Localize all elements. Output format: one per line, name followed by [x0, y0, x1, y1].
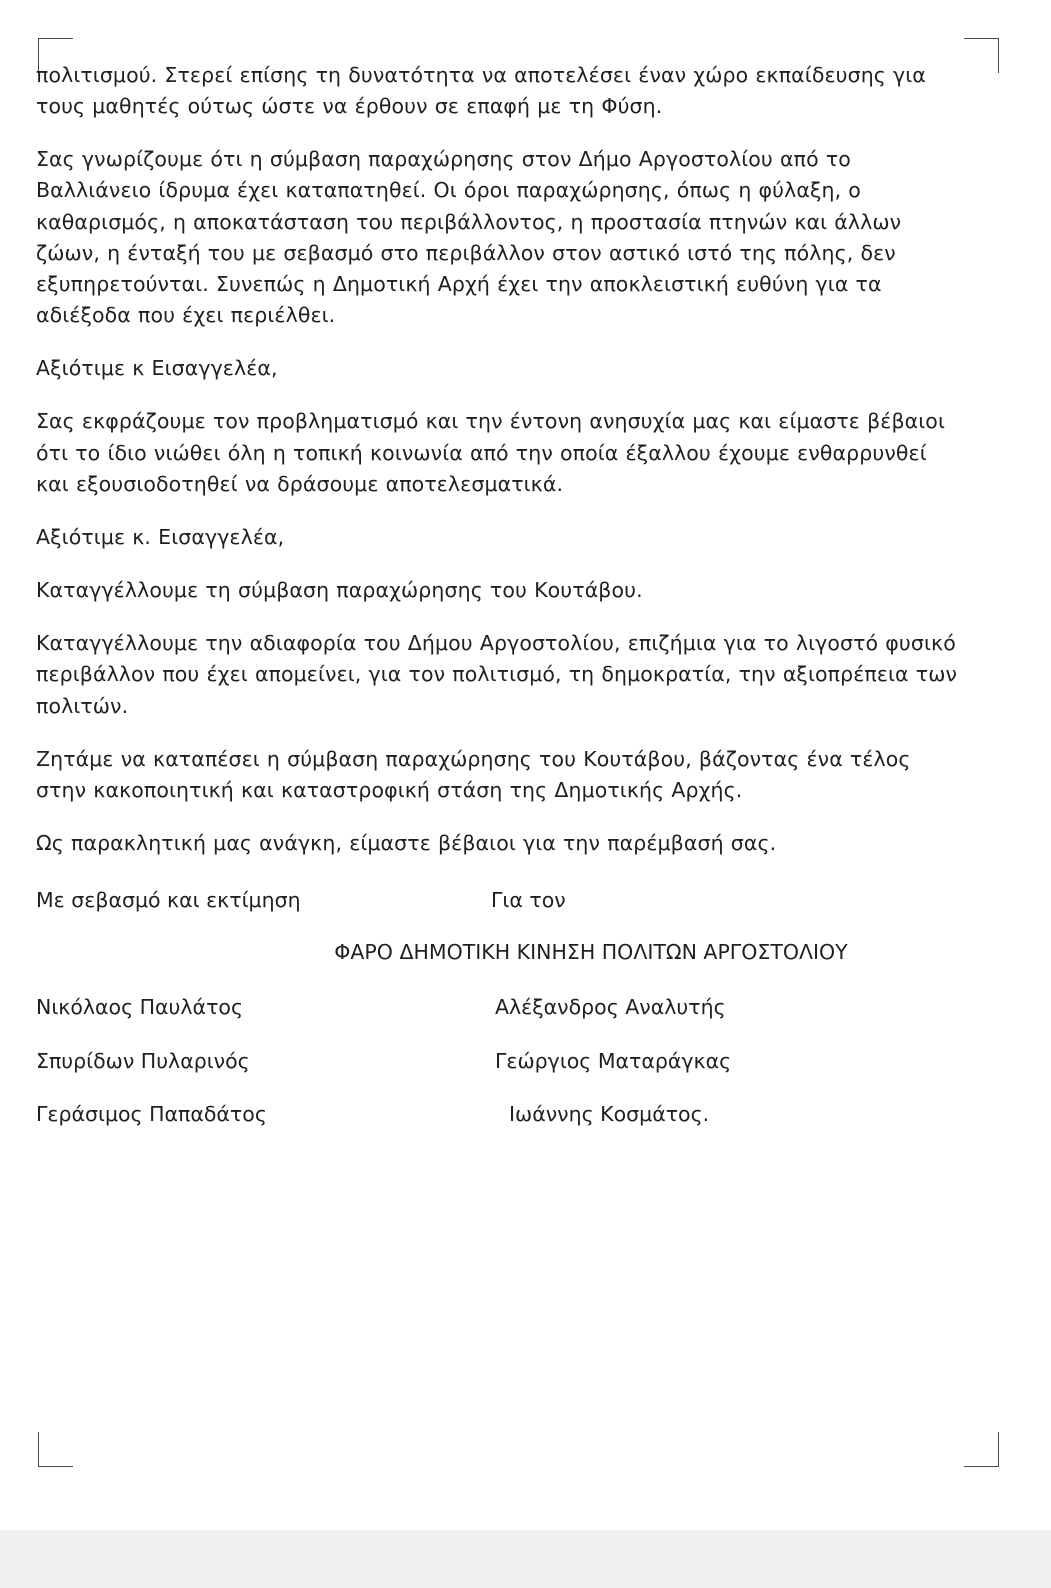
crop-mark-top-right: [964, 38, 999, 73]
signature-block: [36, 885, 966, 1130]
page-bottom-strip: [0, 1530, 1051, 1588]
paragraph: Καταγγέλλουμε την αδιαφορία του Δήμου Αργοστολίου, επιζήμια για το λιγοστό φυσικό περιβάλλον που έχει απομείνει, για τον πολιτισμό, τη δημοκρατία, την αξιοπρέπεια των πολιτών.: [36, 631, 958, 718]
salutation: Αξιότιμε κ Εισαγγελέα,: [36, 356, 278, 381]
closing-row: [36, 885, 966, 916]
closing-right: Για τον: [491, 888, 566, 913]
paragraph: Ως παρακλητική μας ανάγκη, είμαστε βέβαιοι για την παρέμβασή σας.: [36, 830, 777, 855]
document-body: [36, 60, 966, 1153]
signatory-name: Ιωάννης Κοσμάτος.: [509, 1102, 710, 1127]
signatory-row: [36, 992, 966, 1023]
signatory-row: [36, 1046, 966, 1077]
crop-mark-bottom-left: [38, 1432, 73, 1467]
signatory-name: Σπυρίδων Πυλαρινός: [36, 1048, 250, 1073]
paragraph: Ζητάμε να καταπέσει η σύμβαση παραχώρησης του Κουτάβου, βάζοντας ένα τέλος στην κακοποιητική και καταστροφική στάση της Δημοτικής Αρχής.: [36, 746, 911, 802]
signatory-name: Αλέξανδρος Αναλυτής: [495, 994, 726, 1019]
paragraph: Σας γνωρίζουμε ότι η σύμβαση παραχώρησης στον Δήμο Αργοστολίου από το Βαλλιάνειο ίδρυμα έχει καταπατηθεί. Οι όροι παραχώρησης, όπως η φύλαξη, ο καθαρισμός, η αποκατάσταση του περιβάλλοντος, η προστασία πτηνών και άλλων ζώων, η ένταξή του με σεβασμό στο περιβάλλον στον αστικό ιστό της πόλης, δεν εξυπηρετούνται. Συνεπώς η Δημοτική Αρχή έχει την αποκλειστική ευθύνη για τα αδιέξοδα που έχει περιέλθει.: [36, 147, 902, 328]
crop-mark-bottom-right: [964, 1432, 999, 1467]
signatory-name: Γεράσιμος Παπαδάτος: [36, 1102, 267, 1127]
salutation: Αξιότιμε κ. Εισαγγελέα,: [36, 524, 285, 549]
closing-left: Με σεβασμό και εκτίμηση: [36, 888, 301, 913]
paragraph: Σας εκφράζουμε τον προβληματισμό και την έντονη ανησυχία μας και είμαστε βέβαιοι ότι το ίδιο νιώθει όλη η τοπική κοινωνία από την οποία έξαλλου έχουμε ενθαρρυνθεί και εξουσιοδοτηθεί να δράσουμε αποτελεσματικά.: [36, 409, 945, 496]
paragraph: Καταγγέλλουμε τη σύμβαση παραχώρησης του Κουτάβου.: [36, 578, 643, 603]
organization-name: ΦΑΡΟ ΔΗΜΟΤΙΚΗ ΚΙΝΗΣΗ ΠΟΛΙΤΩΝ ΑΡΓΟΣΤΟΛΙΟΥ: [334, 939, 848, 964]
signatory-name: Γεώργιος Ματαράγκας: [495, 1048, 732, 1073]
paragraph: πολιτισμού. Στερεί επίσης τη δυνατότητα να αποτελέσει έναν χώρο εκπαίδευσης για τους μαθητές ούτως ώστε να έρθουν σε επαφή με τη Φύση.: [36, 63, 926, 119]
signatory-name: Νικόλαος Παυλάτος: [36, 994, 243, 1019]
signatory-row: [36, 1099, 966, 1130]
